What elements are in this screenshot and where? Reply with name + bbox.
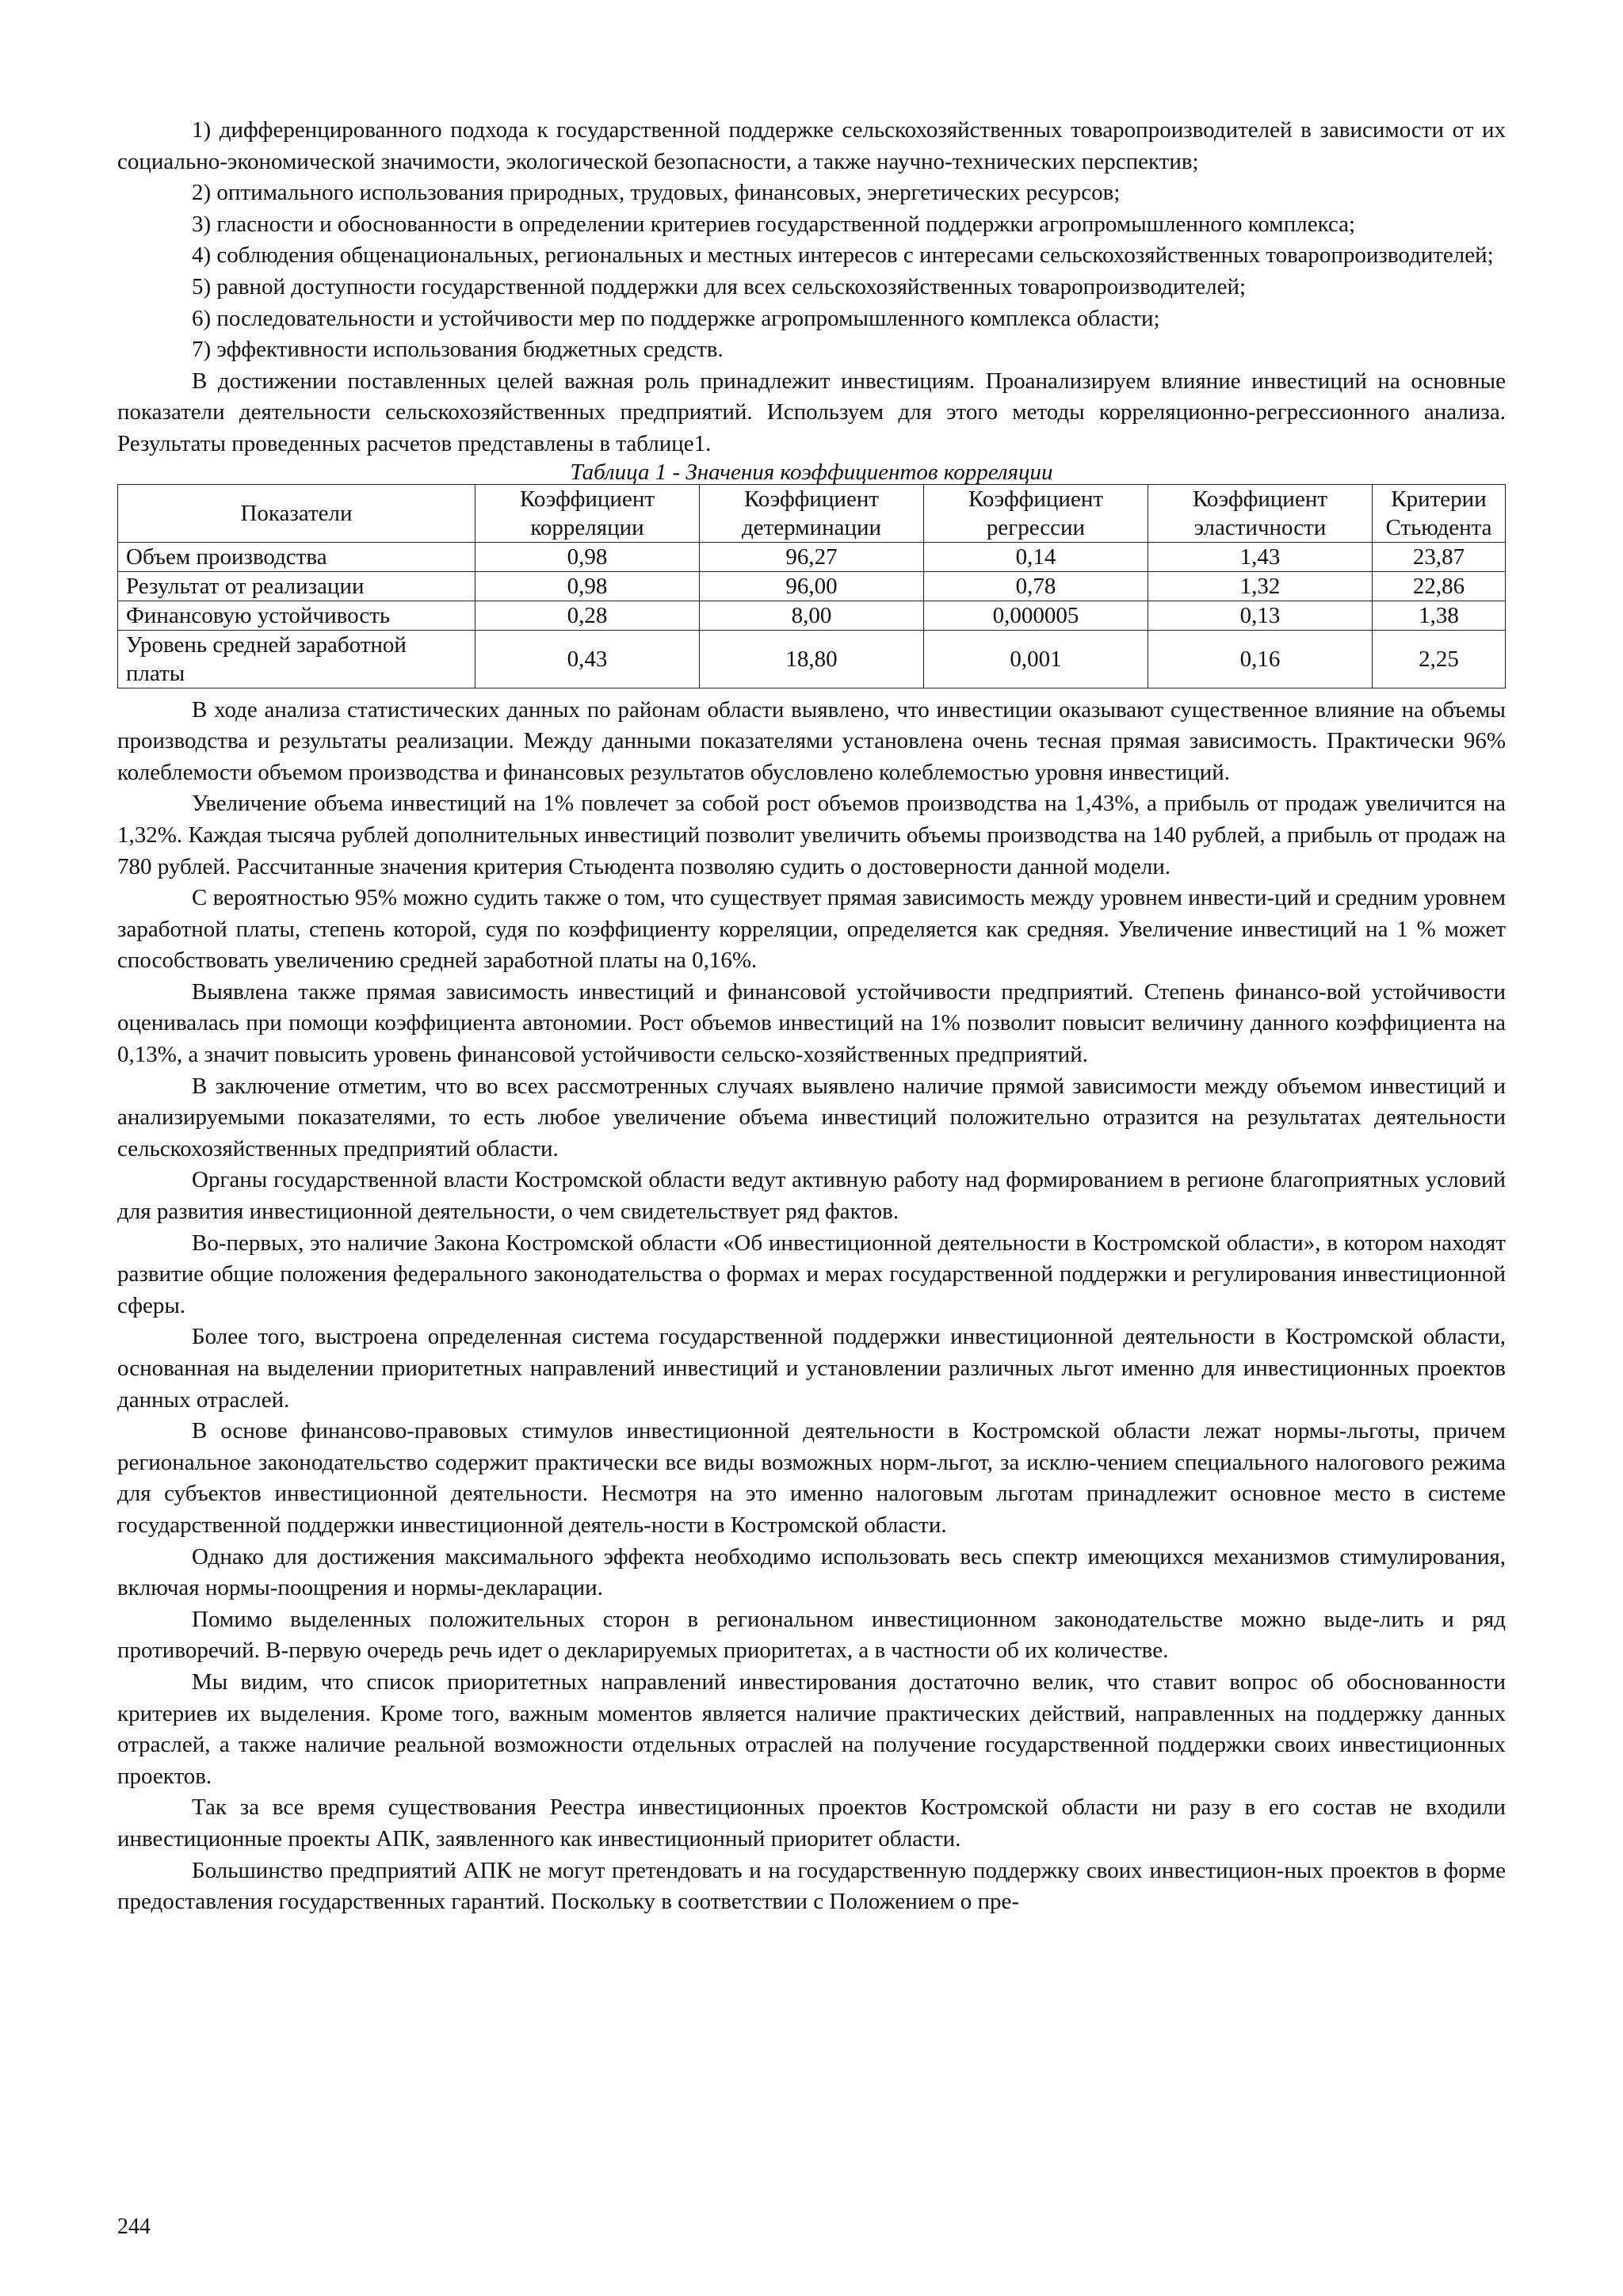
table-cell: 96,00 <box>700 571 924 601</box>
table-cell: 18,80 <box>700 630 924 688</box>
table-cell: Уровень средней заработной платы <box>118 630 475 688</box>
paragraph-list-6: 6) последовательности и устойчивости мер по поддержке агропромышленного комплекса области; <box>192 305 1160 331</box>
paragraph-registry: Так за все время существования Реестра инвестиционных проектов Костромской области ни разу в его состав не входили инвестиционные проекты АПК, заявленного как инвестиционный приоритет области. <box>117 1794 1506 1852</box>
paragraph-list-7: 7) эффективности использования бюджетных средств. <box>192 337 724 363</box>
table-cell: 0,001 <box>924 630 1148 688</box>
paragraph-incentives: В основе финансово-правовых стимулов инвестиционной деятельности в Костромской области лежат нормы-льготы, причем региональное законодательство содержит практически все виды возможных норм-льгот, за исклю-чением специального налогового режима для субъектов инвестиционной деятельности. Несмотря на это именно налоговым льготам принадлежит основное место в системе государственной поддержки инвестиционной деятель-ности в Костромской области. <box>117 1418 1506 1538</box>
header-correlation: Коэффициент корреляции <box>475 484 700 542</box>
header-regression: Коэффициент регрессии <box>924 484 1148 542</box>
table-cell: Объем производства <box>118 542 475 571</box>
page-content <box>117 115 1506 1918</box>
paragraph-support-system: Более того, выстроена определенная система государственной поддержки инвестиционной деятельности в Костромской области, основанная на выделении приоритетных направлений инвестиций и установлении различных льгот именно для инвестиционных проектов данных отраслей. <box>117 1324 1506 1413</box>
paragraph-list-4: 4) соблюдения общенациональных, региональных и местных интересов с интересами сельскохозяйственных товаропроизводителей; <box>192 242 1494 269</box>
table-row <box>118 542 1506 571</box>
table-cell: Результат от реализации <box>118 571 475 601</box>
paragraph-list-5: 5) равной доступности государственной поддержки для всех сельскохозяйственных товаропроизводителей; <box>192 273 1247 299</box>
paragraph-law: Во-первых, это наличие Закона Костромской области «Об инвестиционной деятельности в Костромской области», в котором находят развитие общие положения федерального законодательства о формах и мерах государственной поддержки и регулирования инвестиционной сферы. <box>117 1230 1506 1318</box>
paragraph-mechanisms: Однако для достижения максимального эффекта необходимо использовать весь спектр имеющихся механизмов стимулирования, включая нормы-поощрения и нормы-декларации. <box>117 1543 1506 1601</box>
table-cell: 0,16 <box>1148 630 1373 688</box>
table-cell: 1,32 <box>1148 571 1373 601</box>
table-cell: 0,000005 <box>924 601 1148 630</box>
paragraph-guarantees: Большинство предприятий АПК не могут претендовать и на государственную поддержку своих инвестицион-ных проектов в форме предоставления государственных гарантий. Поскольку в соответствии с Положением о пре- <box>117 1857 1506 1915</box>
table-row <box>118 630 1506 688</box>
paragraph-list-2: 2) оптимального использования природных, трудовых, финансовых, энергетических ресурсов; <box>192 180 1121 206</box>
header-elasticity: Коэффициент эластичности <box>1148 484 1373 542</box>
paragraph-list-1: 1) дифференцированного подхода к государственной поддержке сельскохозяйственных товаропроизводителей в зависимости от их социально-экономической значимости, экологической безопасности, а также научно-технических перспектив; <box>117 117 1506 174</box>
paragraph-intro-investments: В достижении поставленных целей важная роль принадлежит инвестициям. Проанализируем влияние инвестиций на основные показатели деятельности сельскохозяйственных предприятий. Используем для этого методы корреляционно-регрессионного анализа. Результаты проведенных расчетов представлены в таблице1. <box>117 368 1506 456</box>
paragraph-list-3: 3) гласности и обоснованности в определении критериев государственной поддержки агропромышленного комплекса; <box>192 211 1356 237</box>
table-cell: Финансовую устойчивость <box>118 601 475 630</box>
paragraph-contradictions: Помимо выделенных положительных сторон в региональном инвестиционном законодательстве можно выде-лить и ряд противоречий. В-первую очередь речь идет о декларируемых приоритетах, а в частности об их количестве. <box>117 1606 1506 1664</box>
table-cell: 2,25 <box>1373 630 1506 688</box>
paragraph-authorities: Органы государственной власти Костромской области ведут активную работу над формированием в регионе благоприятных условий для развития инвестиционной деятельности, о чем свидетельствует ряд фактов. <box>117 1167 1506 1225</box>
table-cell: 0,43 <box>475 630 700 688</box>
table-cell: 1,38 <box>1373 601 1506 630</box>
paragraph-financial-stability: Выявлена также прямая зависимость инвестиций и финансовой устойчивости предприятий. Степень финансо-вой устойчивости оценивалась при помощи коэффициента автономии. Рост объемов инвестиций на 1% позволит повысит величину данного коэффициента на 0,13%, а значит повысить уровень финансовой устойчивости сельско-хозяйственных предприятий. <box>117 978 1506 1068</box>
paragraph-priorities: Мы видим, что список приоритетных направлений инвестирования достаточно велик, что ставит вопрос об обоснованности критериев их выделения. Кроме того, важным моментов является наличие практических действий, направленных на поддержку данных отраслей, а также наличие реальной возможности отдельных отраслей на получение государственной поддержки своих инвестиционных проектов. <box>117 1669 1506 1789</box>
header-indicators: Показатели <box>118 484 475 542</box>
table-cell: 96,27 <box>700 542 924 571</box>
table-cell: 0,98 <box>475 542 700 571</box>
paragraph-conclusion: В заключение отметим, что во всех рассмотренных случаях выявлено наличие прямой зависимости между объемом инвестиций и анализируемыми показателями, то есть любое увеличение объема инвестиций положительно отразится на результатах деятельности сельскохозяйственных предприятий области. <box>117 1073 1506 1161</box>
page-number: 244 <box>117 2214 151 2239</box>
header-student: Критерии Стьюдента <box>1373 484 1506 542</box>
table-cell: 1,43 <box>1148 542 1373 571</box>
table-cell: 23,87 <box>1373 542 1506 571</box>
table-row <box>118 601 1506 630</box>
correlation-table <box>117 484 1506 688</box>
table-header-row <box>118 484 1506 542</box>
header-determination: Коэффициент детерминации <box>700 484 924 542</box>
table-cell: 22,86 <box>1373 571 1506 601</box>
table-cell: 0,78 <box>924 571 1148 601</box>
table-cell: 0,98 <box>475 571 700 601</box>
table-row <box>118 571 1506 601</box>
table-cell: 0,28 <box>475 601 700 630</box>
table-cell: 0,14 <box>924 542 1148 571</box>
table-cell: 8,00 <box>700 601 924 630</box>
table-caption: Таблица 1 - Значения коэффициентов корреляции <box>570 459 1053 485</box>
paragraph-analysis: В ходе анализа статистических данных по районам области выявлено, что инвестиции оказывают существенное влияние на объемы производства и результаты реализации. Между данными показателями установлена очень тесная прямая зависимость. Практически 96% колеблемости объемом производства и финансовых результатов обусловлено колеблемостью уровня инвестиций. <box>117 696 1506 785</box>
paragraph-elasticity: Увеличение объема инвестиций на 1% повлечет за собой рост объемов производства на 1,43%, а прибыль от продаж увеличится на 1,32%. Каждая тысяча рублей дополнительных инвестиций позволит увеличить объемы производства на 140 рублей, а прибыль от продаж на 780 рублей. Рассчитанные значения критерия Стьюдента позволяю судить о достоверности данной модели. <box>117 791 1506 879</box>
table-cell: 0,13 <box>1148 601 1373 630</box>
paragraph-wages: С вероятностью 95% можно судить также о том, что существует прямая зависимость между уровнем инвести-ций и средним уровнем заработной платы, степень которой, судя по коэффициенту корреляции, определяется как средняя. Увеличение инвестиций на 1 % может способствовать увеличению средней заработной платы на 0,16%. <box>117 885 1506 974</box>
